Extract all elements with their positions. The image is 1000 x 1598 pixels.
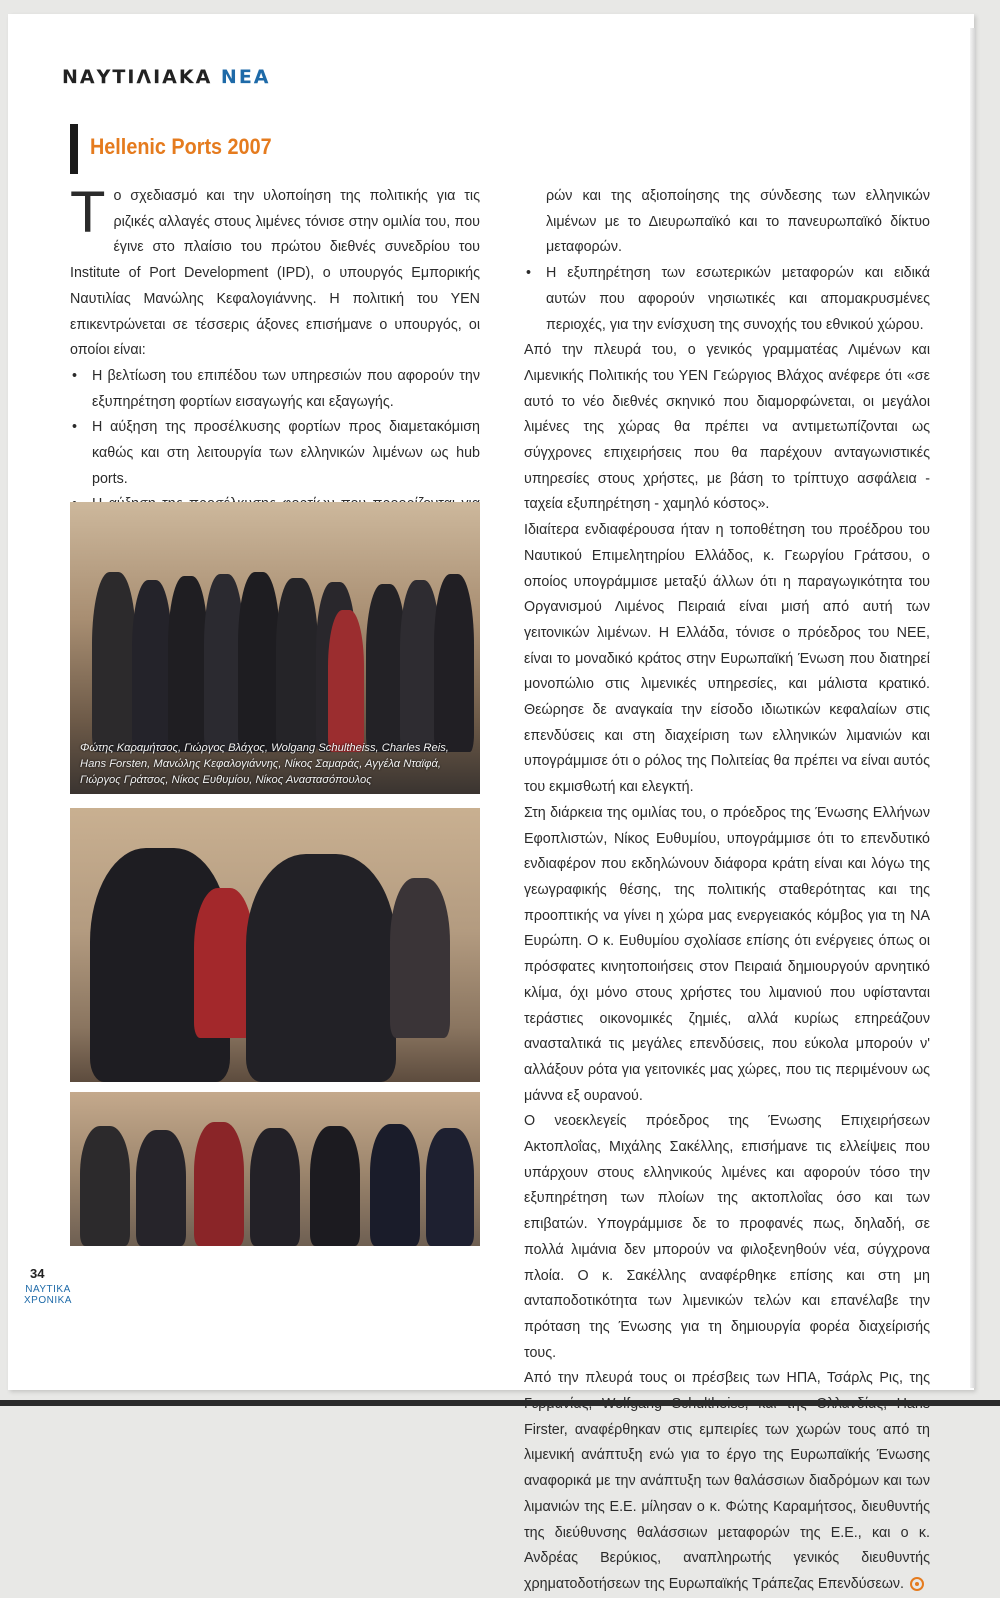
section-header-main: ΝΑΥΤΙΛΙΑΚΑ [62, 66, 221, 88]
section-header-accent: ΝΕΑ [220, 66, 271, 88]
minister-photo [70, 808, 480, 1082]
list-item: • Η αύξηση της προσέλκυσης φορτίων προς διαμετακόμιση καθώς και στη λειτουργία των ελληνικών λιμένων ως hub ports. [70, 415, 480, 492]
page-fold-shadow [970, 28, 976, 1388]
body-paragraph: Ο νεοεκλεγείς πρόεδρος της Ένωσης Επιχειρήσεων Ακτοπλοΐας, Μιχάλης Σακέλλης, επισήμανε τις ελλείψεις που υπάρχουν στους ελληνικούς λιμένες και αφορούν τόσο την εξυπηρέτηση των πλοίων της ακτοπλοΐας όσο και των επιβατών. Υπογράμμισε δε το προφανές πως, δηλαδή, σε πολλά λιμάνια δεν μπορούν να φιλοξενηθούν νέα, σύγχρονα πλοία. Ο κ. Σακέλλης αναφέρθηκε επίσης και στη μη ανταποδοτικότητα των λιμενικών τελών και επανέλαβε την πρόταση της Ένωσης για τη δημιουργία φορέα διαχείρισής τους. [524, 1113, 930, 1361]
page-number: 34 [30, 1266, 45, 1281]
body-paragraph: Στη διάρκεια της ομιλίας του, ο πρόεδρος της Ένωσης Ελλήνων Εφοπλιστών, Νίκος Ευθυμίου, υπογράμμισε ότι το επενδυτικό ενδιαφέρον που εκδηλώνουν διάφορα κράτη είναι και λόγω της γεωγραφικής θέσης, της πολιτικής σταθερότητας και της προοπτικής να γίνει η χώρα μας ενεργειακός κόμβος για τη ΝΑ Ευρώπη. Ο κ. Ευθυμίου σχολίασε επίσης ότι ενέργειες όπως οι πρόσφατες κινητοποιήσεις στον Πειραιά δημιουργούν αρνητικό κλίμα, όχι μόνο στους χρήστες του λιμανιού που υφίστανται τεράστιες οικονομικές ζημιές, αλλά κυρίως επηρεάζουν ανασταλτικά τις μεγάλες επενδύσεις, που εύκολα μπορούν ν' αλλάξουν ρότα για γειτονικές μας χώρες, που τις περιμένουν ως μάννα εξ ουρανού. [524, 804, 930, 1104]
magazine-name-line-1: ΝΑΥΤΙΚΑ [25, 1284, 71, 1295]
body-paragraph: Από την πλευρά του, ο γενικός γραμματέας Λιμένων και Λιμενικής Πολιτικής του ΥΕΝ Γεώργιος Βλάχος ανέφερε ότι «σε αυτό το νέο διεθνές σκηνικό που διαμορφώνεται, οι μεγάλοι λιμένες της χώρας θα πρέπει να αντιμετωπίζονται ως σύγχρονες επιχειρήσεις που θα παρέχουν ανταγωνιστικές υπηρεσίες στους χρήστες, με βάση το τρίπτυχο ασφάλεια - ταχεία εξυπηρέτηση - χαμηλό κόστος». [524, 342, 930, 513]
body-paragraph: Ιδιαίτερα ενδιαφέρουσα ήταν η τοποθέτηση του προέδρου του Ναυτικού Επιμελητηρίου Ελλάδος, κ. Γεωργίου Γράτσου, ο οποίος υπογράμμισε μεταξύ άλλων ότι η παραγωγικότητα του Οργανισμού Λιμένος Πειραιά είναι μισή από αυτή των γειτονικών λιμένων. Η Ελλάδα, τόνισε ο πρόεδρος του ΝΕΕ, είναι το μοναδικό κράτος στην Ευρωπαϊκή Ένωση που διατηρεί μονοπώλιο στις λιμενικές υπηρεσίες, και μάλιστα κρατικό. Θεώρησε δε αναγκαία την είσοδο ιδιωτικών κεφαλαίων στις επενδύσεις και στη διαχείριση των ελληνικών λιμανιών και υπογράμμισε ότι ο ρόλος της Πολιτείας θα πρέπει να είναι αυτός του εκμισθωτή και ελεγκτή. [524, 522, 930, 796]
group-photo [70, 502, 480, 794]
magazine-name-line-2: ΧΡΟΝΙΚΑ [24, 1295, 72, 1306]
magazine-name [24, 1284, 72, 1306]
article-title: Hellenic Ports 2007 [90, 134, 272, 159]
bottom-rule [0, 1400, 1000, 1406]
list-item: • Η εξυπηρέτηση των εσωτερικών μεταφορών και ειδικά αυτών που αφορούν νησιωτικές και απομακρυσμένες περιοχές, για την ενίσχυση της συνοχής του εθνικού χώρου. [524, 261, 930, 338]
policy-bullet-list-continued [524, 261, 930, 338]
bullet-continuation: ρών και της αξιοποίησης της σύνδεσης των ελληνικών λιμένων με το Διευρωπαϊκό και το πανευρωπαϊκό δίκτυο μεταφορών. [546, 188, 930, 256]
list-item: • Η βελτίωση του επιπέδου των υπηρεσιών που αφορούν την εξυπηρέτηση φορτίων εισαγωγής και εξαγωγής. [70, 364, 480, 415]
section-header [62, 66, 271, 88]
group-photo-caption: Φώτης Καραμήτσος, Γιώργος Βλάχος, Wolgang Schultheiss, Charles Reis, Hans Forsten, Μανώλης Κεφαλογιάννης, Νίκος Σαμαράς, Αγγέλα Νταϊφά, Γιώργος Γράτσος, Νίκος Ευθυμίου, Νίκος Αναστασόπουλος [80, 742, 449, 786]
audience-photo [70, 1092, 480, 1246]
final-paragraph-text: Από την πλευρά τους οι πρέσβεις των ΗΠΑ, Τσάρλς Ρις, της Firster, αναφέρθηκαν στις εμπειρίες των χωρών τους από τη λιμενική ανάπτυξη ενώ για το έργο της Ευρωπαϊκής Ένωσης αναφορικά με την ανάπτυξη των θαλάσσιων διαδρόμων και των λιμανιών της Ε.Ε. μίλησαν ο κ. Φώτης Καραμήτσος, διευθυντής της διεύθυνσης θαλάσσιων μεταφορών της Ε.Ε., και ο κ. Ανδρέας Βερύκιος, αναπληρωτής γενικός διευθυντής χρηματοδοτήσεων της Ευρωπαϊκής Τράπεζας Επενδύσεων. [524, 1370, 930, 1592]
right-column [524, 184, 930, 1598]
intro-paragraph: Το σχεδιασμό και την υλοποίηση της πολιτικής για τις ριζικές αλλαγές στους λιμένες τόνισε στην ομιλία του, που έγινε στο πλαίσιο του πρώτου διεθνές συνεδρίου του Institute of Port Development (IPD), ο υπουργός Εμπορικής Ναυτιλίας Μανώλης Κεφαλογιάννης. Η πολιτική του ΥΕΝ επικεντρώνεται σε τέσσερις άξονες επισήμανε ο υπουργός, οι οποίοι είναι: [70, 180, 480, 359]
article-end-icon [910, 1577, 924, 1591]
title-marker-bar [70, 124, 78, 174]
